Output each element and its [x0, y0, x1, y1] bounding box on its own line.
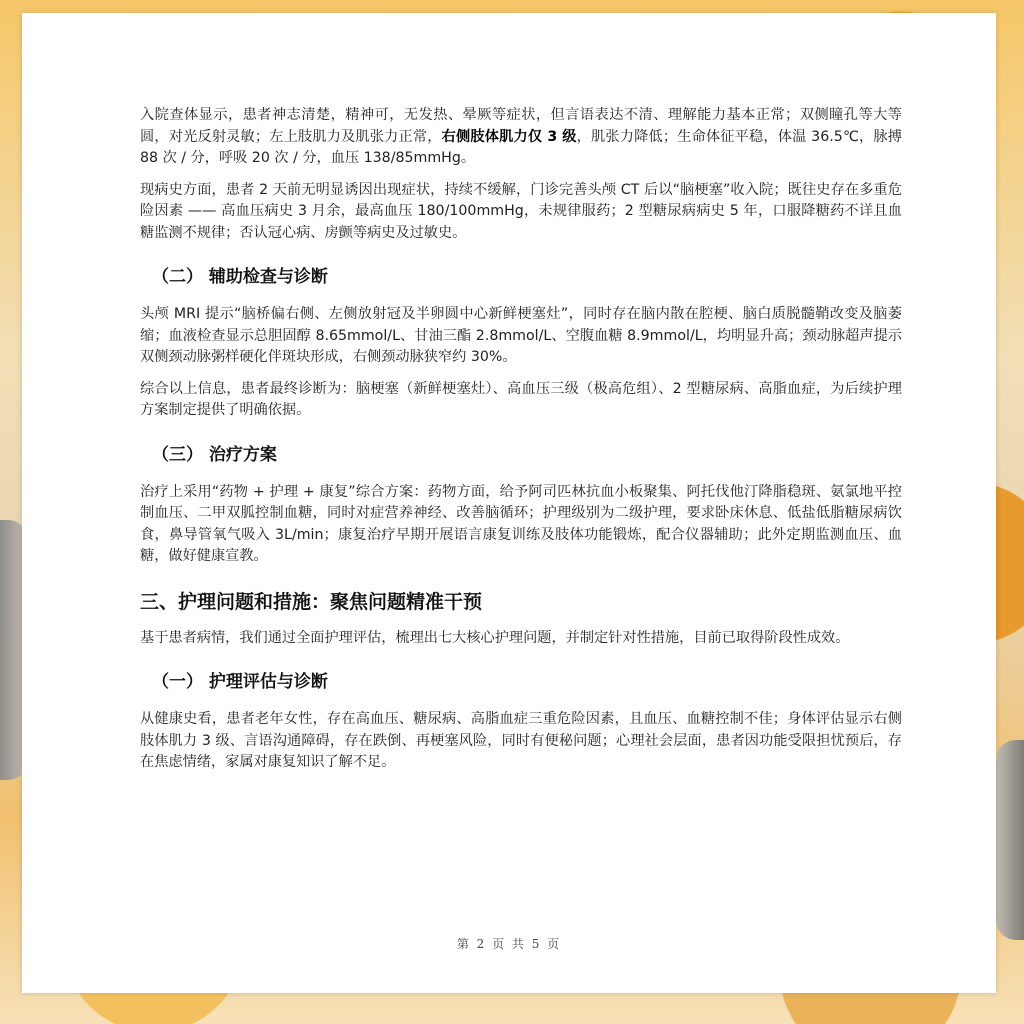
heading-nursing-assessment: （一） 护理评估与诊断	[152, 672, 328, 692]
page-number: 第 2 页 共 5 页	[456, 937, 562, 951]
paragraph-history: 现病史方面，患者 2 天前无明显诱因出现症状，持续不缓解，门诊完善头颅 CT 后以“脑梗塞”收入院；既往史存在多重危险因素 —— 高血压病史 3 月余，最高血压 180/100mmHg，未规律服药；2 型糖尿病病史 5 年，口服降糖药不详且血糖监测不规律；否认冠心病、房颤等病史及过敏史。	[140, 181, 902, 241]
paragraph-nursing-assessment: 从健康史看，患者老年女性，存在高血压、糖尿病、高脂血症三重危险因素，且血压、血糖控制不佳；身体评估显示右侧肢体肌力 3 级、言语沟通障碍，存在跌倒、再梗塞风险，同时有便秘问题；心理社会层面，患者因功能受限担忧预后，存在焦虑情绪，家属对康复知识了解不足。	[140, 711, 902, 770]
heading-treatment-plan: （三） 治疗方案	[152, 444, 277, 465]
paragraph-mri-blood: 头颅 MRI 提示“脑桥偏右侧、左侧放射冠及半卵圆中心新鲜梗塞灶”，同时存在脑内散在腔梗、脑白质脱髓鞘改变及脑萎缩；血液检查显示总胆固醇 8.65mmol/L、甘油三酯 2.8mmol/L、空腹血糖 8.9mmol/L，均明显升高；颈动脉超声提示双侧颈动脉粥样硬化伴斑块形成，右侧颈动脉狭窄约 30%。	[140, 306, 902, 365]
paragraph-treatment: 治疗上采用“药物 + 护理 + 康复”综合方案：药物方面，给予阿司匹林抗血小板聚集、阿托伐他汀降脂稳斑、氨氯地平控制血压、二甲双胍控制血糖，同时对症营养神经、改善脑循环；护理级别为二级护理，要求卧床休息、低盐低脂糖尿病饮食，鼻导管氧气吸入 3L/min；康复治疗早期开展语言康复训练及肢体功能锻炼，配合仪器辅助；此外定期监测血压、血糖，做好健康宣教。	[140, 483, 902, 564]
paragraph-nursing-intro: 基于患者病情，我们通过全面护理评估，梳理出七大核心护理问题，并制定针对性措施，目前已取得阶段性成效。	[140, 629, 850, 646]
heading-nursing-problems: 三、护理问题和措施：聚焦问题精准干预	[140, 590, 483, 613]
admission-exam-bold-text: 右侧肢体肌力仅 3 级	[441, 128, 577, 145]
admission-exam-text-a: 入院查体显示，患者神志清楚，精神可，无发热、晕厥等症状，但言语表达不清、理解能力基本正常；双侧瞳孔等大等圆，对光反射灵敏；左上肢肌力及肌张力正常，	[140, 107, 902, 145]
background-rock-right	[996, 740, 1024, 940]
document-body	[140, 105, 902, 784]
document-page	[22, 13, 996, 993]
paragraph-admission-exam	[140, 105, 902, 170]
heading-auxiliary-exam: （二） 辅助检查与诊断	[152, 267, 328, 287]
admission-exam-text-b: ，肌张力降低；生命体征平稳，体温 36.5℃，脉搏 88 次 / 分，呼吸 20 次 / 分，血压 138/85mmHg。	[140, 128, 902, 166]
paragraph-final-diagnosis: 综合以上信息，患者最终诊断为：脑梗塞（新鲜梗塞灶）、高血压三级（极高危组）、2 型糖尿病、高脂血症，为后续护理方案制定提供了明确依据。	[140, 380, 902, 418]
